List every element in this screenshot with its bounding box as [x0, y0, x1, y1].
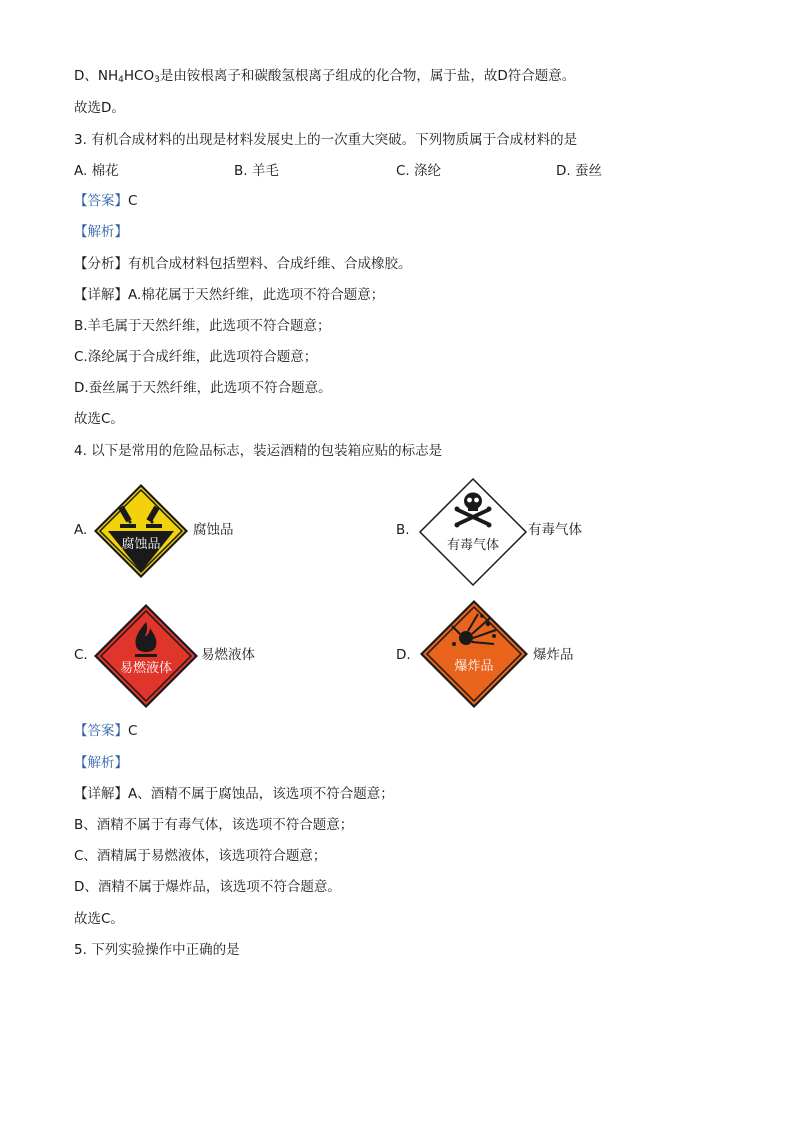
toxic-gas-sign-icon — [418, 477, 528, 587]
q3-analysis-tag: 【解析】 — [74, 224, 128, 240]
flammable-liquid-sign-text: 易燃液体 — [119, 661, 173, 676]
explosive-sign-icon — [418, 598, 530, 710]
answer-value: C — [128, 723, 138, 739]
q3-option-a: A. 棉花 — [74, 163, 119, 179]
prev-conclusion: 故选D。 — [74, 100, 125, 116]
q4-detail-line: D、酒精不属于爆炸品，该选项不符合题意。 — [74, 879, 341, 895]
q4-option-d-letter: D. — [396, 647, 411, 663]
q3-detail-line: B.羊毛属于天然纤维，此选项不符合题意； — [74, 318, 331, 334]
fenxi-tag: 【分析】 — [74, 256, 128, 272]
q4-detail-line: B、酒精不属于有毒气体，该选项不符合题意； — [74, 817, 354, 833]
q3-option-c: C. 涤纶 — [396, 163, 442, 179]
q4-option-d-caption: 爆炸品 — [533, 647, 574, 663]
q4-analysis-tag: 【解析】 — [74, 755, 128, 771]
q3-detail-line: C.涤纶属于合成纤维，此选项符合题意； — [74, 349, 318, 365]
q3-answer — [74, 191, 137, 211]
detail-tag: 【详解】 — [74, 287, 128, 303]
q4-detail-line: 【详解】A、酒精不属于腐蚀品，该选项不符合题意； — [74, 786, 394, 802]
q3-fenxi — [74, 254, 412, 274]
q4-option-b-caption: 有毒气体 — [528, 522, 582, 538]
answer-tag: 【答案】 — [74, 723, 128, 739]
q4-option-a-letter: A. — [74, 522, 88, 538]
answer-value: C — [128, 193, 138, 209]
fenxi-text: 有机合成材料包括塑料、合成纤维、合成橡胶。 — [128, 256, 412, 272]
flammable-liquid-sign-icon — [92, 602, 200, 710]
explosive-sign-text: 爆炸品 — [454, 659, 494, 674]
q4-option-b-letter: B. — [396, 522, 410, 538]
q4-option-c-letter: C. — [74, 647, 88, 663]
q3-conclusion: 故选C。 — [74, 411, 124, 427]
q4-option-c-caption: 易燃液体 — [201, 647, 255, 663]
toxic-gas-sign-text: 有毒气体 — [446, 538, 500, 553]
answer-tag: 【答案】 — [74, 193, 128, 209]
corrosive-sign-icon — [92, 482, 190, 580]
q3-option-b: B. 羊毛 — [234, 163, 279, 179]
q4-conclusion: 故选C。 — [74, 911, 124, 927]
q5-stem: 5. 下列实验操作中正确的是 — [74, 942, 240, 958]
q4-answer — [74, 721, 137, 741]
q3-detail-line: D.蚕丝属于天然纤维，此选项不符合题意。 — [74, 380, 332, 396]
prev-option-d-explanation: D、$NH_4HCO_3$是由铵根离子和碳酸氢根离子组成的化合物，属于盐，故D符合题意。 — [74, 68, 576, 85]
corrosive-sign-text: 腐蚀品 — [121, 537, 161, 552]
q4-stem: 4. 以下是常用的危险品标志，装运酒精的包装箱应贴的标志是 — [74, 443, 443, 459]
q3-option-d: D. 蚕丝 — [556, 163, 602, 179]
detail-tag: 【详解】 — [74, 786, 128, 802]
q3-stem: 3. 有机合成材料的出现是材料发展史上的一次重大突破。下列物质属于合成材料的是 — [74, 132, 578, 148]
q4-detail-line: C、酒精属于易燃液体，该选项符合题意； — [74, 848, 327, 864]
q3-detail-line: 【详解】A.棉花属于天然纤维，此选项不符合题意； — [74, 287, 385, 303]
q4-option-a-caption: 腐蚀品 — [193, 522, 234, 538]
